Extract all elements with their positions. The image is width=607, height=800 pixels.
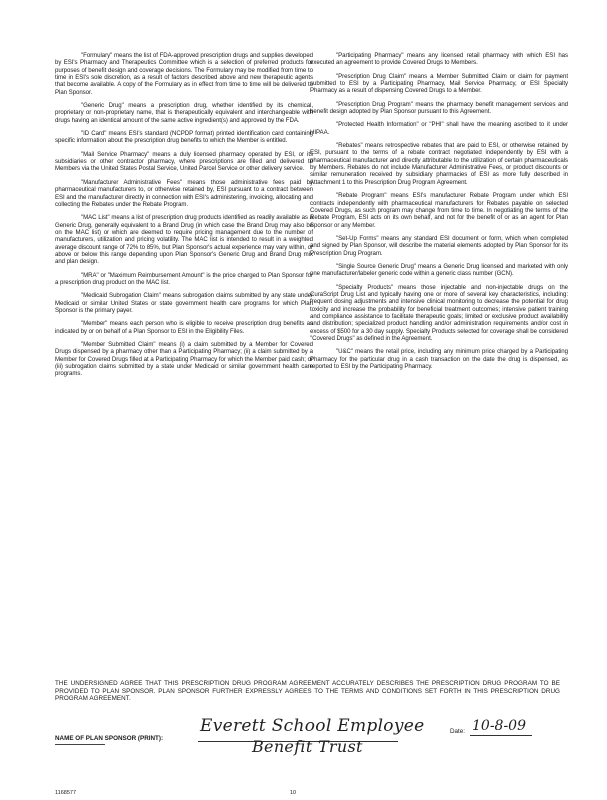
handwritten-sponsor-name-line1: Everett School Employee (200, 716, 425, 736)
definition-prescription-drug-claim: "Prescription Drug Claim" means a Member Submitted Claim or claim for payment submitted to ESI by a Participating Pharmacy, Mail Service Pharmacy, or ESI Specialty Pharmacy as a result of dispensing Covered Drugs to a Member. (310, 72, 568, 95)
definition-single-source-generic: "Single Source Generic Drug" means a Generic Drug licensed and marketed with only one manufacturer/labeler generic code within a generic class number (GCN). (310, 262, 568, 278)
definition-set-up-forms: "Set-Up Forms" means any standard ESI document or form, which when completed and signed by Plan Sponsor, will describe the material elements adopted by Plan Sponsor for its Prescription Drug Program. (310, 234, 568, 257)
date-line (470, 735, 532, 736)
definition-specialty-products: "Specialty Products" means those injectable and non-injectable drugs on the CuraScript Drug List and typically having one or more of several key characteristics, including: frequent dosing adjustments and intensive clinical monitoring to decrease the potential for drug toxicity and increase the probability for beneficial treatment outcomes; intensive patient training and compliance assistance to facilitate therapeutic goals; limited or exclusive product availability and distribution; specialized product handling and/or administration requirements and/or cost in excess of $500 for a 30 day supply. Specialty Products selected for coverage shall be considered "Covered Drugs" as defined in the Agreement. (310, 283, 568, 342)
definition-manufacturer-admin-fees: "Manufacturer Administrative Fees" means those administrative fees paid by pharmaceutical manufacturers to, or otherwise retained by, ESI pursuant to a contract between ESI and the manufacturer directly in connection with ESI's administering, invoicing, allocating and collecting the Rebates under the Rebate Program. (55, 178, 313, 208)
definition-mail-service-pharmacy: "Mail Service Pharmacy" means a duly licensed pharmacy operated by ESI, or its subsidiaries or other contractor pharmacy, where prescriptions are filled and delivered to Members via the United States Postal Service, United Parcel Service or other delivery service. (55, 150, 313, 173)
page-number: 10 (290, 790, 297, 796)
definition-mac-list: "MAC List" means a list of prescription drug products identified as readily available as a Generic Drug, generally equivalent to a Brand Drug (in which case the Brand Drug may also be on the MAC list) or which are deemed to require pricing management due to the number of manufacturers, utilization and pricing volatility. The MAC list is intended to result in a weighted average discount range of 72% to 85%, but Plan Sponsor's actual experience may vary within, or above or below this range depending upon Plan Sponsor's Generic Drug and Brand Drug mix and plan design. (55, 214, 313, 266)
handwritten-date: 10-8-09 (472, 718, 526, 734)
definitions-left-column (55, 52, 313, 384)
definition-rebate-program: "Rebate Program" means ESI's manufacturer Rebate Program under which ESI contracts independently with pharmaceutical manufacturers for Rebates payable on selected Covered Drugs, as such program may change from time to time. In negotiating the terms of the Rebate Program, ESI acts on its own behalf, and not for the benefit of or as an agent for Plan Sponsor or any Member. (310, 192, 568, 229)
handwritten-sponsor-name-line2: Benefit Trust (252, 737, 363, 756)
definitions-right-column (310, 52, 568, 376)
plan-sponsor-label: NAME OF PLAN SPONSOR (PRINT): (55, 735, 164, 742)
definition-rebates: "Rebates" means retrospective rebates that are paid to ESI, or otherwise retained by ESI, pursuant to the terms of a rebate contract negotiated independently by ESI with a pharmaceutical manufacturer and directly attributable to the utilization of certain pharmaceuticals by Members. Rebates do not include Manufacturer Administrative Fees, or product discounts or similar remuneration received by subsidiary pharmacies of ESI as more fully described in Attachment 1 to this Prescription Drug Program Agreement. (310, 142, 568, 186)
definition-medicaid-subrogation: "Medicaid Subrogation Claim" means subrogation claims submitted by any state under Medicaid or similar United States or state government health care programs for which Plan Sponsor is the primary payer. (55, 292, 313, 314)
definition-generic-drug: "Generic Drug" means a prescription drug, whether identified by its chemical, proprietary or non-proprietary name, that is therapeutically equivalent and interchangeable with drugs having an identical amount of the same active ingredient(s) and approved by the FDA. (55, 102, 313, 124)
definition-formulary: "Formulary" means the list of FDA-approved prescription drugs and supplies developed by ESI's Pharmacy and Therapeutics Committee which is a selection of preferred products for purposes of benefit design and coverage decisions. The Formulary may be modified from time to time in ESI's sole discretion, as a result of factors described above and new therapeutic agents that become available. A copy of the Formulary as in effect from time to time will be delivered to Plan Sponsor. (55, 52, 313, 96)
sponsor-label-rule (55, 744, 105, 745)
definition-member: "Member" means each person who is eligible to receive prescription drug benefits as indicated by or on behalf of a Plan Sponsor to ESI in the Eligibility Files. (55, 320, 313, 335)
definition-participating-pharmacy: "Participating Pharmacy" means any licensed retail pharmacy with which ESI has executed an agreement to provide Covered Drugs to Members. (310, 52, 568, 67)
definition-u-and-c: "U&C" means the retail price, including any minimum price charged by a Participating Pharmacy for the particular drug in a cash transaction on the date the drug is dispensed, as reported to ESI by the Participating Pharmacy. (310, 348, 568, 371)
document-id: 1168577 (55, 790, 77, 796)
definition-member-submitted-claim: "Member Submitted Claim" means (i) a claim submitted by a Member for Covered Drugs dispensed by a pharmacy other than a Participating Pharmacy; (ii) a claim submitted by a Member for Covered Drugs filled at a Participating Pharmacy for which the Member paid cash; or (iii) subrogation claims submitted by a state under Medicaid or similar government health care programs. (55, 341, 313, 378)
definition-mra: "MRA" or "Maximum Reimbursement Amount" is the price charged to Plan Sponsor for a prescription drug product on the MAC list. (55, 271, 313, 286)
definition-prescription-drug-program: "Prescription Drug Program" means the pharmacy benefit management services and benefit design adopted by Plan Sponsor pursuant to this Agreement. (310, 100, 568, 116)
definition-id-card: "ID Card" means ESI's standard (NCPDP format) printed identification card containing specific information about the prescription drug benefits to which the Member is entitled. (55, 130, 313, 145)
date-label: Date: (450, 728, 466, 735)
certification-statement: THE UNDERSIGNED AGREE THAT THIS PRESCRIPTION DRUG PROGRAM AGREEMENT ACCURATELY DESCRIBES THE PRESCRIPTION DRUG PROGRAM TO BE PROVIDED TO PLAN SPONSOR. PLAN SPONSOR FURTHER EXPRESSLY AGREES TO THE TERMS AND CONDITIONS SET FORTH IN THIS PRESCRIPTION DRUG PROGRAM AGREEMENT. (55, 680, 560, 702)
definition-phi: "Protected Health Information" or "PHI" shall have the meaning ascribed to it under HIPAA. (310, 121, 568, 136)
